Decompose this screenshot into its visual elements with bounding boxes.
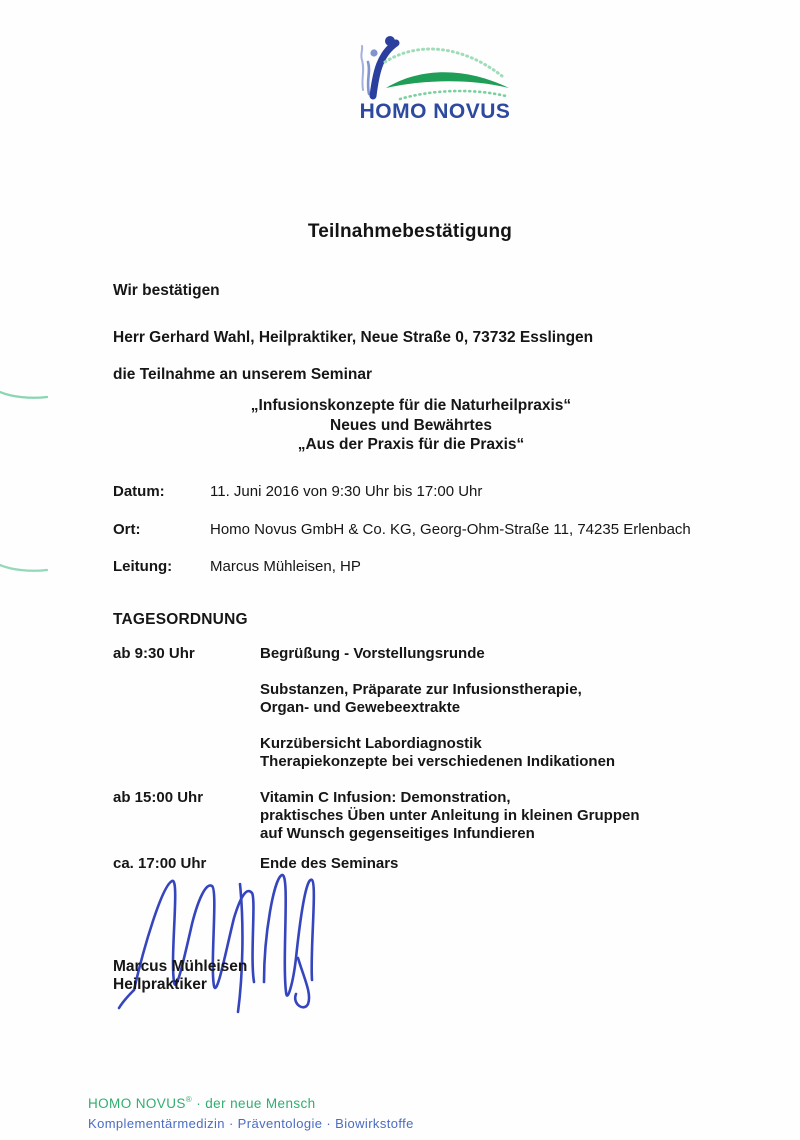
detail-label: Ort: bbox=[113, 521, 141, 538]
agenda-time: ca. 17:00 Uhr bbox=[113, 855, 207, 872]
agenda-line: praktisches Üben unter Anleitung in kleinen Gruppen bbox=[260, 807, 640, 824]
detail-value: Marcus Mühleisen, HP bbox=[210, 558, 361, 575]
agenda-time bbox=[113, 735, 260, 771]
agenda-description bbox=[260, 735, 615, 771]
signatory-role: Heilpraktiker bbox=[113, 976, 207, 993]
detail-row-leitung bbox=[113, 558, 773, 575]
seminar-title-line: „Infusionskonzepte für die Naturheilpraxis“ bbox=[250, 397, 572, 414]
agenda-row bbox=[113, 789, 773, 843]
detail-row-datum bbox=[113, 483, 773, 500]
agenda-row bbox=[113, 735, 773, 771]
agenda-description bbox=[260, 789, 640, 843]
scan-mark-icon bbox=[0, 559, 50, 575]
figure-head-light-icon bbox=[370, 49, 377, 56]
brand-wordmark: HOMO NOVUS bbox=[359, 100, 511, 123]
agenda-line: Organ- und Gewebeextrakte bbox=[260, 699, 461, 716]
page-title: Teilnahmebestätigung bbox=[307, 221, 513, 242]
scan-mark-icon bbox=[0, 386, 50, 402]
footer-tagline: · der neue Mensch bbox=[192, 1096, 316, 1111]
agenda-heading: TAGESORDNUNG bbox=[113, 611, 248, 628]
leaf-swoosh-top-icon bbox=[385, 49, 502, 76]
seminar-title-line: „Aus der Praxis für die Praxis“ bbox=[297, 436, 525, 453]
footer-disciplines-line: Komplementärmedizin · Präventologie · Biowirkstoffe bbox=[88, 1116, 414, 1131]
agenda-line: Ende des Seminars bbox=[260, 855, 399, 872]
agenda-line: Kurzübersicht Labordiagnostik bbox=[260, 735, 482, 752]
signatory-block bbox=[113, 958, 247, 994]
detail-value: 11. Juni 2016 von 9:30 Uhr bis 17:00 Uhr bbox=[210, 483, 483, 500]
seminar-title-line: Neues und Bewährtes bbox=[330, 416, 492, 434]
brand-logo bbox=[356, 30, 516, 102]
detail-label: Datum: bbox=[113, 483, 165, 500]
leaf-swoosh-bottom-icon bbox=[400, 91, 506, 99]
intro-line-participant: Herr Gerhard Wahl, Heilpraktiker, Neue Straße 0, 73732 Esslingen bbox=[113, 329, 594, 346]
footer-brand-line bbox=[88, 1095, 316, 1111]
agenda-line: auf Wunsch gegenseitiges Infundieren bbox=[260, 825, 535, 842]
seminar-title bbox=[0, 396, 800, 455]
agenda-line: Begrüßung - Vorstellungsrunde bbox=[260, 645, 485, 662]
agenda-line: Substanzen, Präparate zur Infusionstherapie, bbox=[260, 681, 582, 698]
detail-value: Homo Novus GmbH & Co. KG, Georg-Ohm-Straße 11, 74235 Erlenbach bbox=[210, 521, 691, 538]
detail-label: Leitung: bbox=[113, 558, 173, 575]
footer-brand: HOMO NOVUS bbox=[88, 1096, 186, 1111]
leaf-swoosh-solid-icon bbox=[386, 72, 509, 88]
agenda-time bbox=[113, 681, 260, 717]
agenda-time: ab 9:30 Uhr bbox=[113, 645, 195, 662]
intro-line-3: die Teilnahme an unserem Seminar bbox=[113, 366, 372, 383]
agenda-row bbox=[113, 681, 773, 717]
agenda-description bbox=[260, 645, 485, 663]
registered-mark-icon: ® bbox=[185, 1095, 193, 1104]
detail-row-ort bbox=[113, 521, 773, 538]
signatory-name: Marcus Mühleisen bbox=[113, 958, 248, 975]
intro-line-1: Wir bestätigen bbox=[113, 282, 220, 299]
agenda-line: Therapiekonzepte bei verschiedenen Indikationen bbox=[260, 753, 616, 770]
agenda-row bbox=[113, 645, 773, 663]
agenda-time: ab 15:00 Uhr bbox=[113, 789, 204, 806]
agenda-line: Vitamin C Infusion: Demonstration, bbox=[260, 789, 511, 806]
agenda-description bbox=[260, 681, 582, 717]
